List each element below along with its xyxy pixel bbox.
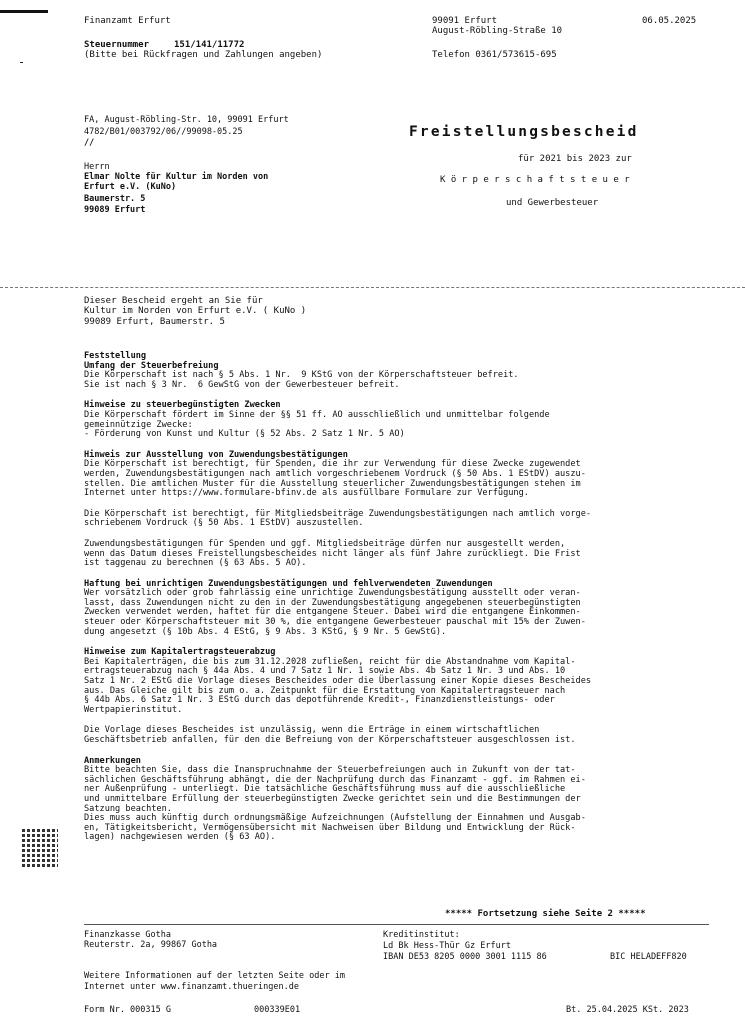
section-line: Bitte beachten Sie, dass die Inanspruchnahme der Steuerbefreiungen auch in Zukunft von der tat- (84, 765, 576, 776)
office-name: Finanzamt Erfurt (84, 16, 171, 26)
section-line: Wer vorsätzlich oder grob fahrlässig eine unrichtige Zuwendungsbestätigung ausstellt oder veran- (84, 588, 581, 599)
title-tax1: K ö r p e r s c h a f t s t e u e r (440, 175, 630, 185)
section-heading: Feststellung (84, 351, 147, 361)
footer-bank-label: Kreditinstitut: (383, 930, 460, 940)
section-mitgliedsbeitraege (84, 510, 724, 529)
section-heading: Haftung bei unrichtigen Zuwendungsbestätigungen und fehlverwendeten Zuwendungen (84, 578, 493, 589)
qr-code-overlay (22, 829, 58, 867)
title-period: für 2021 bis 2023 zur (518, 154, 632, 164)
section-line: Satzung beachten. (84, 803, 172, 814)
recipient-line3: Baumerstr. 5 (84, 194, 146, 204)
section-line: Die Vorlage dieses Bescheides ist unzulässig, wenn die Erträge in einem wirtschaftlichen (84, 725, 540, 736)
office-address-line1: 99091 Erfurt (432, 16, 498, 26)
section-line: Geschäftsbetrieb anfallen, für den die Befreiung von der Körperschaftsteuer ausgeschlossen ist. (84, 735, 576, 745)
top-margin-mark (0, 10, 48, 13)
intro-line3: 99089 Erfurt, Baumerstr. 5 (84, 317, 225, 327)
section-frist (84, 540, 724, 569)
section-heading: Hinweis zur Ausstellung von Zuwendungsbestätigungen (84, 449, 348, 460)
sender-line: FA, August-Röbling-Str. 10, 99091 Erfurt (84, 115, 289, 125)
section-line: sächlichen Geschäftsführung abhängt, die der Nachprüfung durch das Finanzamt - ggf. im Rahmen ei- (84, 774, 586, 785)
footer-form-number: Form Nr. 000315 G (84, 1005, 171, 1015)
separator-line (0, 287, 745, 288)
office-phone: Telefon 0361/573615-695 (432, 50, 557, 60)
section-line: § 44b Abs. 6 Satz 1 Nr. 3 EStG durch das depotführende Kredit-, Finanzdienstleistungs- oder (84, 695, 555, 706)
section-heading: Anmerkungen (84, 755, 141, 766)
recipient-line4: 99089 Erfurt (84, 205, 146, 215)
section-line: ertragsteuerabzug nach § 44a Abs. 4 und 7 Satz 1 Nr. 1 sowie Abs. 4b Satz 1 Nr. 3 und Abs. 10 (84, 666, 566, 677)
title-tax2: und Gewerbesteuer (506, 198, 599, 208)
recipient-salutation: Herrn (84, 162, 110, 172)
section-line: stellen. Die amtlichen Muster für die Ausstellung steuerlicher Zuwendungsbestätigungen stehen im (84, 478, 581, 489)
section-line: lasst, dass Zuwendungen nicht zu den in der Zuwendungsbestätigung angegebenen steuerbegünstigten (84, 597, 581, 608)
reference-slash: // (84, 138, 95, 148)
footer-more-info1: Weitere Informationen auf der letzten Seite oder im (84, 971, 345, 981)
section-line: wenn das Datum dieses Freistellungsbescheides nicht länger als fünf Jahre zurückliegt. Die Frist (84, 548, 581, 559)
document-title: Freistellungsbescheid (409, 124, 639, 140)
section-zwecke (84, 401, 724, 439)
section-zuwendungsbestaetigungen (84, 451, 724, 499)
fold-mark (20, 62, 23, 63)
footer-kasse-address: Reuterstr. 2a, 99867 Gotha (84, 940, 218, 950)
section-line: schriebenem Vordruck (§ 50 Abs. 1 EStDV) auszustellen. (84, 518, 364, 529)
section-line: aus. Das Gleiche gilt bis zum o. a. Zeitpunkt für die Erstattung von Kapitalertragsteuer nach (84, 685, 566, 696)
section-line: Bei Kapitalerträgen, die bis zum 31.12.2028 zufließen, reicht für die Abstandnahme vom Kapital- (84, 656, 576, 667)
tax-number: 151/141/11772 (174, 40, 245, 50)
reference-code: 4782/B01/003792/06//99098-05.25 (84, 127, 243, 137)
section-line: ner Außenprüfung - unterliegt. Die tatsächliche Geschäftsführung muss auf die ausschließliche (84, 784, 566, 795)
section-line: dung angesetzt (§ 10b Abs. 4 EStG, § 9 Abs. 3 KStG, § 9 Nr. 5 GewStG). (84, 626, 447, 637)
footer-iban: IBAN DE53 8205 0000 3001 1115 86 (383, 952, 547, 962)
section-heading: Hinweise zu steuerbegünstigten Zwecken (84, 400, 281, 411)
section-line: Satz 1 Nr. 2 EStG die Vorlage dieses Bescheides oder die Überlassung einer Kopie dieses Bescheides (84, 676, 592, 687)
continuation-note: ***** Fortsetzung siehe Seite 2 ***** (445, 909, 646, 919)
section-line: Zwecken verwendet werden, haftet für die entgangene Steuer. Dabei wird die entgangene Einkommen- (84, 607, 581, 618)
section-vorlage (84, 726, 724, 745)
section-line: Die Körperschaft ist berechtigt, für Mitgliedsbeiträge Zuwendungsbestätigungen nach amtlich vorge- (84, 508, 592, 519)
section-line: lagen) nachgewiesen werden (§ 63 AO). (84, 832, 276, 843)
section-line: Wertpapierinstitut. (84, 704, 183, 715)
section-line: Die Körperschaft ist nach § 5 Abs. 1 Nr. 9 KStG von der Körperschaftsteuer befreit. (84, 370, 519, 381)
intro-line2: Kultur im Norden von Erfurt e.V. ( KuNo ) (84, 306, 307, 316)
footer-kasse: Finanzkasse Gotha (84, 930, 171, 940)
section-line: steuer oder Körperschaftsteuer mit 30 %, die entgangene Gewerbesteuer pauschal mit 15% der Zuwen- (84, 617, 586, 628)
document-date: 06.05.2025 (642, 16, 697, 26)
section-line: ist taggenau zu berechnen (§ 63 Abs. 5 AO). (84, 558, 307, 569)
section-line: en, Tätigkeitsbericht, Vermögensübersicht mit Nachweisen über Bildung und Entwicklung der Rück- (84, 822, 576, 833)
section-heading: Umfang der Steuerbefreiung (84, 360, 219, 371)
section-kapitalertragsteuer (84, 648, 724, 715)
section-line: Sie ist nach § 3 Nr. 6 GewStG von der Gewerbesteuer befreit. (84, 379, 400, 390)
section-haftung (84, 580, 724, 638)
recipient-line2: Erfurt e.V. (KuNo) (84, 182, 177, 192)
section-line: werden, Zuwendungsbestätigungen nach amtlich vorgeschriebenem Vordruck (§ 50 Abs. 1 EStDV) auszu- (84, 468, 586, 479)
section-line: gemeinnützige Zwecke: (84, 419, 193, 430)
section-line: Dies muss auch künftig durch ordnungsmäßige Aufzeichnungen (Aufstellung der Einnahmen und Ausgab- (84, 813, 586, 824)
section-line: Die Körperschaft ist berechtigt, für Spenden, die ihr zur Verwendung für diese Zwecke zugewendet (84, 459, 581, 470)
section-steuerbefreiung (84, 362, 724, 391)
tax-number-label: Steuernummer (84, 40, 150, 50)
footer-separator (84, 924, 709, 925)
section-line: Zuwendungsbestätigungen für Spenden und ggf. Mitgliedsbeiträge dürfen nur ausgestellt werden, (84, 538, 566, 549)
section-line: Die Körperschaft fördert im Sinne der §§ 51 ff. AO ausschließlich und unmittelbar folgende (84, 409, 550, 420)
office-address-line2: August-Röbling-Straße 10 (432, 26, 563, 36)
footer-bottom-right: Bt. 25.04.2025 KSt. 2023 (566, 1005, 689, 1015)
recipient-line1: Elmar Nolte für Kultur im Norden von (84, 172, 269, 182)
footer-bic: BIC HELADEFF820 (610, 952, 687, 962)
section-line: - Förderung von Kunst und Kultur (§ 52 Abs. 2 Satz 1 Nr. 5 AO) (84, 429, 405, 440)
section-line: und unmittelbare Erfüllung der steuerbegünstigten Zwecke gerichtet sein und die Bestimmungen der (84, 793, 581, 804)
section-anmerkungen (84, 757, 724, 843)
footer-form-code: 000339E01 (254, 1005, 301, 1015)
tax-number-note: (Bitte bei Rückfragen und Zahlungen angeben) (84, 50, 323, 60)
section-heading: Hinweise zum Kapitalertragsteuerabzug (84, 647, 276, 658)
footer-more-info2: Internet unter www.finanzamt.thueringen.de (84, 982, 299, 992)
footer-bank-name: Ld Bk Hess-Thür Gz Erfurt (383, 941, 511, 951)
intro-line1: Dieser Bescheid ergeht an Sie für (84, 296, 263, 306)
body-sections (84, 352, 724, 852)
section-line: Internet unter https://www.formulare-bfinv.de als ausfüllbare Formulare zur Verfügung. (84, 488, 529, 499)
